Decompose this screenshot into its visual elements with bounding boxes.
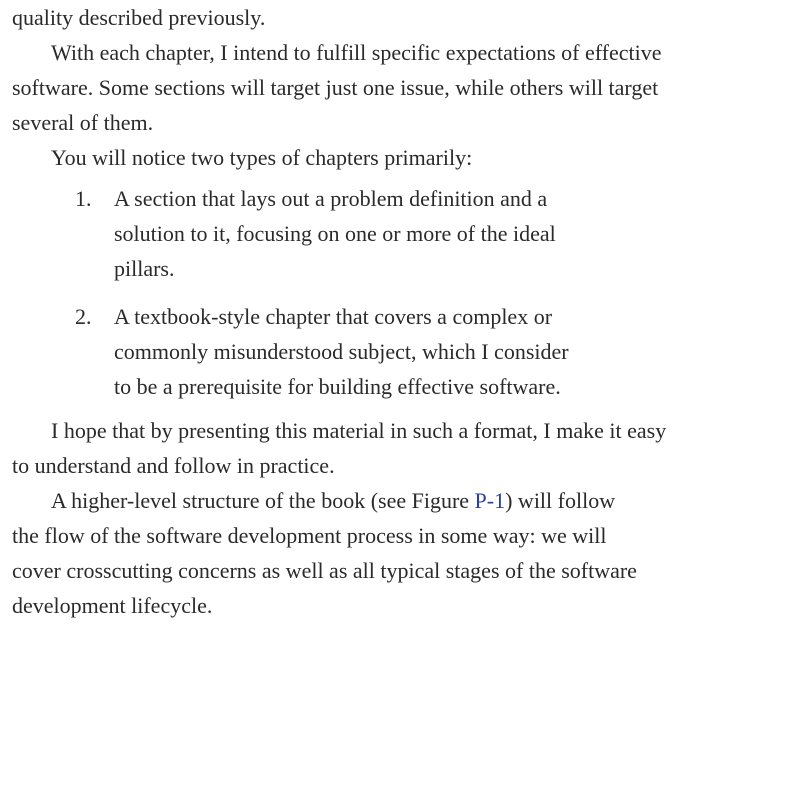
- text-line: to understand and follow in practice.: [12, 453, 335, 478]
- text-line: several of them.: [12, 110, 154, 135]
- list-number: 2.: [75, 304, 92, 329]
- text-line: cover crosscutting concerns as well as all typical stages of the software: [12, 558, 637, 583]
- list-item: [12, 181, 792, 286]
- text-line: quality described previously.: [12, 5, 266, 30]
- text-fragment: ) will follow: [505, 488, 616, 513]
- text-fragment: A higher-level structure of the book (see Figure: [51, 488, 475, 513]
- document-page: [12, 0, 792, 623]
- paragraph-structure: [12, 483, 792, 623]
- text-line: A section that lays out a problem definition and a: [114, 186, 548, 211]
- text-line: I hope that by presenting this material in such a format, I make it easy: [51, 418, 667, 443]
- paragraph-expectations: [12, 35, 792, 140]
- text-line: commonly misunderstood subject, which I consider: [114, 339, 569, 364]
- text-line: solution to it, focusing on one or more of the ideal: [114, 221, 556, 246]
- text-line: development lifecycle.: [12, 593, 213, 618]
- paragraph-chapter-types: [12, 140, 792, 175]
- text-line: With each chapter, I intend to fulfill specific expectations of effective: [51, 40, 662, 65]
- list-item: [12, 299, 792, 404]
- text-line: You will notice two types of chapters primarily:: [51, 145, 473, 170]
- figure-reference-link[interactable]: P-1: [474, 488, 506, 513]
- list-number: 1.: [75, 186, 92, 211]
- text-line: the flow of the software development process in some way: we will: [12, 523, 607, 548]
- text-line: software. Some sections will target just one issue, while others will target: [12, 75, 659, 100]
- text-line: A textbook-style chapter that covers a complex or: [114, 304, 553, 329]
- text-line: pillars.: [114, 256, 175, 281]
- numbered-list: [12, 181, 792, 404]
- paragraph-intro: [12, 0, 792, 35]
- text-line: [12, 483, 792, 518]
- text-line: to be a prerequisite for building effective software.: [114, 374, 561, 399]
- paragraph-format: [12, 413, 792, 483]
